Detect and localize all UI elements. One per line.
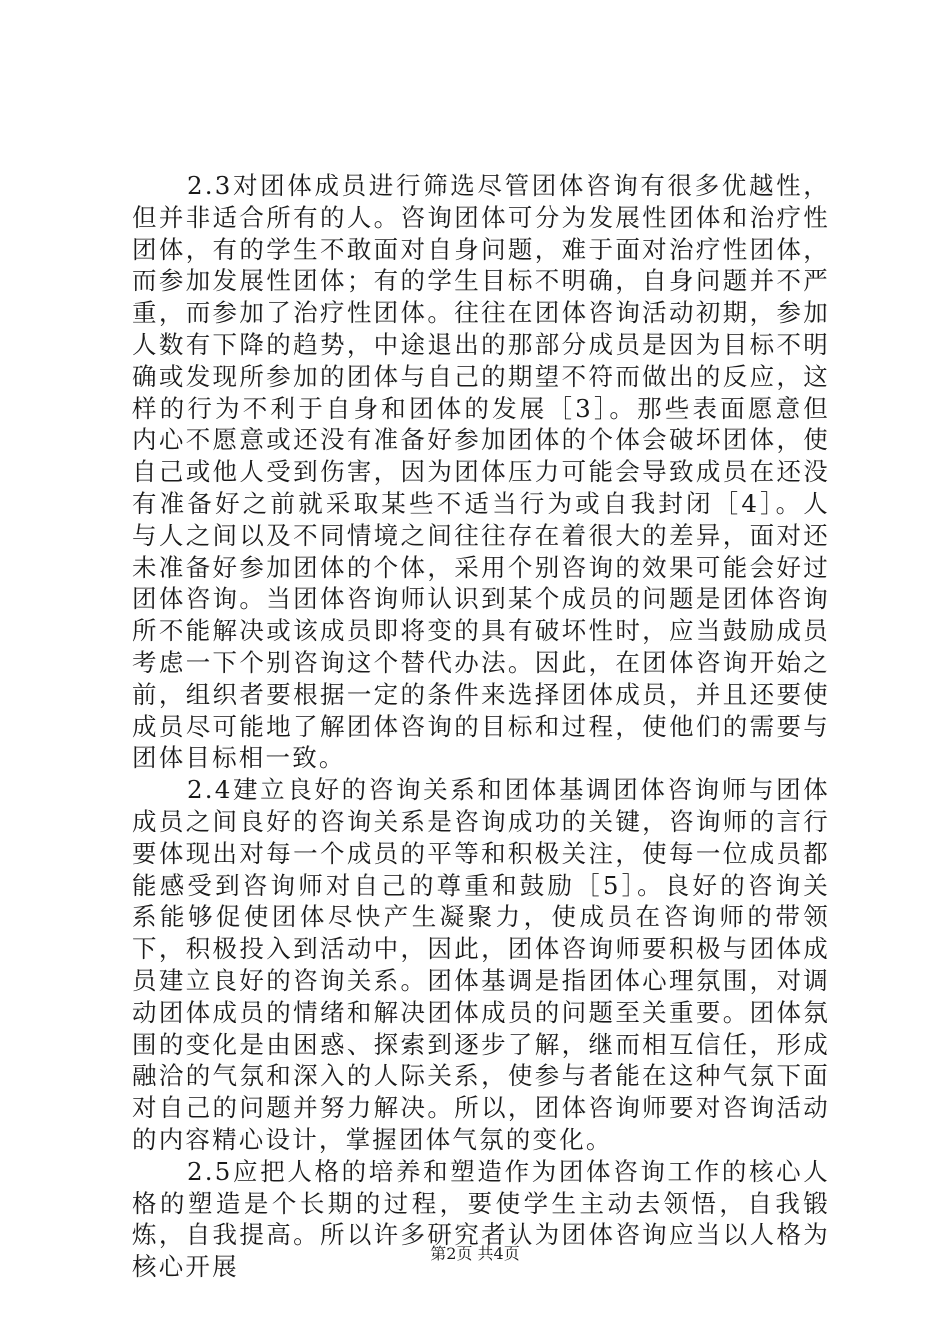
paragraph-2-3: 2.3对团体成员进行筛选尽管团体咨询有很多优越性，但并非适合所有的人。咨询团体可分为发展性团体和治疗性团体，有的学生不敢面对自身问题，难于面对治疗性团体，而参加发展性团体；有的学生目标不明确，自身问题并不严重，而参加了治疗性团体。往往在团体咨询活动初期，参加人数有下降的趋势，中途退出的那部分成员是因为目标不明确或发现所参加的团体与自己的期望不符而做出的反应，这样的行为不利于自身和团体的发展［3］。那些表面愿意但内心不愿意或还没有准备好参加团体的个体会破坏团体，使自己或他人受到伤害，因为团体压力可能会导致成员在还没有准备好之前就采取某些不适当行为或自我封闭［4］。人与人之间以及不同情境之间往往存在着很大的差异，面对还未准备好参加团体的个体，采用个别咨询的效果可能会好过团体咨询。当团体咨询师认识到某个成员的问题是团体咨询所不能解决或该成员即将变的具有破坏性时，应当鼓励成员考虑一下个别咨询这个替代办法。因此，在团体咨询开始之前，组织者要根据一定的条件来选择团体成员，并且还要使成员尽可能地了解团体咨询的目标和过程，使他们的需要与团体目标相一致。 xyxy=(132,171,830,773)
document-body xyxy=(132,170,830,1283)
paragraph-2-4: 2.4建立良好的咨询关系和团体基调团体咨询师与团体成员之间良好的咨询关系是咨询成功的关键，咨询师的言行要体现出对每一个成员的平等和积极关注，使每一位成员都能感受到咨询师对自己的尊重和鼓励［5］。良好的咨询关系能够促使团体尽快产生凝聚力，使成员在咨询师的带领下，积极投入到活动中，因此，团体咨询师要积极与团体成员建立良好的咨询关系。团体基调是指团体心理氛围，对调动团体成员的情绪和解决团体成员的问题至关重要。团体氛围的变化是由困惑、探索到逐步了解，继而相互信任，形成融洽的气氛和深入的人际关系，使参与者能在这种气氛下面对自己的问题并努力解决。所以，团体咨询师要对咨询活动的内容精心设计，掌握团体气氛的变化。 xyxy=(132,775,830,1154)
page-footer: 第2页 共4页 xyxy=(430,1244,520,1263)
paragraph-2-5: 2.5应把人格的培养和塑造作为团体咨询工作的核心人格的塑造是个长期的过程，要使学生主动去领悟，自我锻炼，自我提高。所以许多研究者认为团体咨询应当以人格为核心开展 xyxy=(132,1156,830,1282)
